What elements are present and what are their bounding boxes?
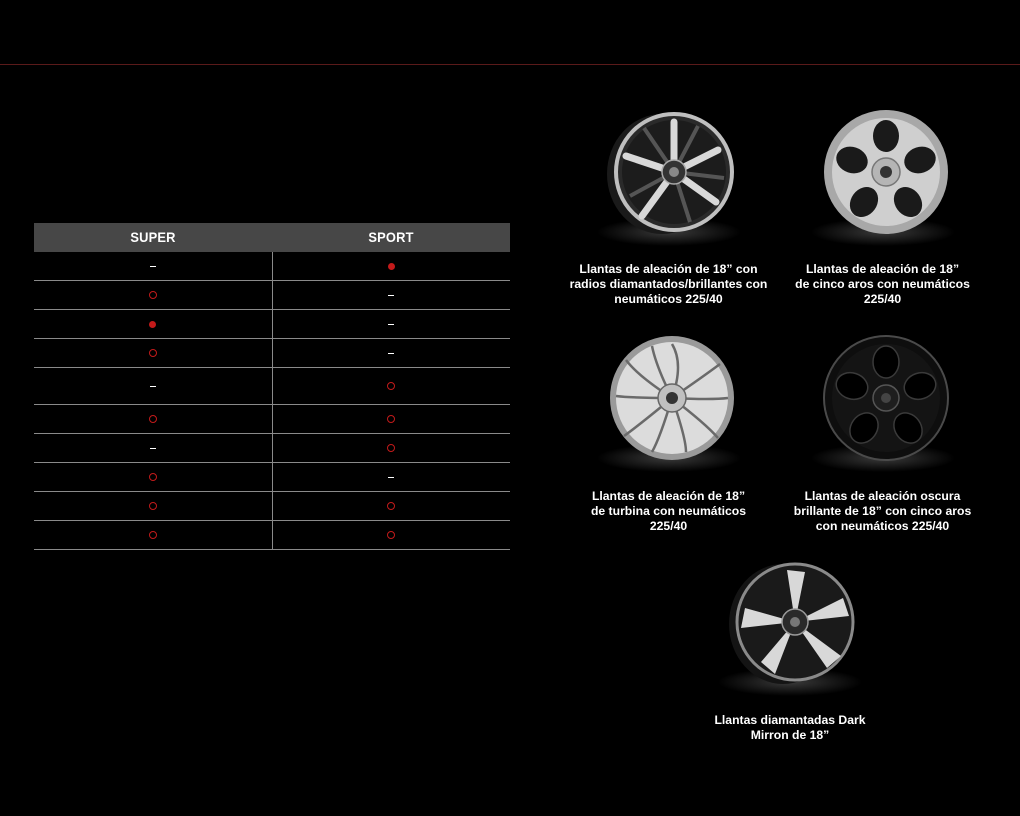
optional-open-dot-icon xyxy=(387,382,395,390)
top-divider xyxy=(0,64,1020,65)
table-cell-sport xyxy=(273,434,511,462)
table-row xyxy=(34,339,510,368)
table-cell-sport xyxy=(273,521,511,549)
not-available-dash-icon xyxy=(388,353,394,354)
not-available-dash-icon xyxy=(388,324,394,325)
table-cell-super xyxy=(34,252,273,280)
table-cell-super xyxy=(34,339,273,367)
standard-filled-dot-icon xyxy=(149,321,156,328)
not-available-dash-icon xyxy=(150,266,156,267)
wheel-card-1 xyxy=(566,104,771,307)
standard-filled-dot-icon xyxy=(388,263,395,270)
optional-open-dot-icon xyxy=(149,349,157,357)
table-cell-super xyxy=(34,463,273,491)
table-cell-sport xyxy=(273,463,511,491)
trim-comparison-table xyxy=(34,223,510,550)
wheel-card-4 xyxy=(780,334,985,534)
table-row xyxy=(34,368,510,405)
table-cell-sport xyxy=(273,310,511,338)
column-header-sport: SPORT xyxy=(368,229,414,245)
table-row xyxy=(34,405,510,434)
optional-open-dot-icon xyxy=(149,415,157,423)
wheel-card-5 xyxy=(690,558,890,743)
table-cell-sport xyxy=(273,339,511,367)
optional-open-dot-icon xyxy=(149,291,157,299)
table-row xyxy=(34,521,510,550)
table-cell-super xyxy=(34,434,273,462)
table-row xyxy=(34,310,510,339)
wheel-caption-5: Llantas diamantadas Dark Mirron de 18” xyxy=(714,713,866,742)
table-cell-sport xyxy=(273,281,511,309)
table-cell-super xyxy=(34,310,273,338)
table-header xyxy=(34,223,510,252)
optional-open-dot-icon xyxy=(387,531,395,539)
table-cell-sport xyxy=(273,368,511,404)
table-row xyxy=(34,252,510,281)
optional-open-dot-icon xyxy=(387,415,395,423)
table-cell-sport xyxy=(273,252,511,280)
not-available-dash-icon xyxy=(150,448,156,449)
optional-open-dot-icon xyxy=(149,531,157,539)
wheel-image-silver-five-ring xyxy=(808,104,958,254)
not-available-dash-icon xyxy=(388,295,394,296)
table-row xyxy=(34,434,510,463)
table-body xyxy=(34,252,510,550)
wheel-image-silver-turbine xyxy=(594,334,744,479)
optional-open-dot-icon xyxy=(387,444,395,452)
not-available-dash-icon xyxy=(150,386,156,387)
optional-open-dot-icon xyxy=(149,473,157,481)
wheel-image-black-five-ring xyxy=(808,334,958,479)
table-cell-super xyxy=(34,492,273,520)
not-available-dash-icon xyxy=(388,477,394,478)
wheel-caption-3: Llantas de aleación de 18” de turbina con neumáticos 225/40 xyxy=(590,489,747,533)
optional-open-dot-icon xyxy=(149,502,157,510)
wheel-caption-1: Llantas de aleación de 18” con radios diamantados/brillantes con neumáticos 225/40 xyxy=(569,262,768,306)
wheel-caption-2: Llantas de aleación de 18” de cinco aros con neumáticos 225/40 xyxy=(795,262,970,306)
table-cell-super xyxy=(34,521,273,549)
optional-open-dot-icon xyxy=(387,502,395,510)
table-cell-super xyxy=(34,405,273,433)
wheel-caption-4: Llantas de aleación oscura brillante de 18” con cinco aros con neumáticos 225/40 xyxy=(793,489,972,533)
table-row xyxy=(34,492,510,521)
wheel-image-dark-mirron xyxy=(715,558,865,703)
table-row xyxy=(34,281,510,310)
table-cell-super xyxy=(34,281,273,309)
wheel-card-3 xyxy=(566,334,771,534)
table-cell-super xyxy=(34,368,273,404)
column-header-super: SUPER xyxy=(130,229,176,245)
table-cell-sport xyxy=(273,405,511,433)
table-cell-sport xyxy=(273,492,511,520)
table-row xyxy=(34,463,510,492)
wheel-image-dark-diamond xyxy=(594,104,744,254)
wheel-card-2 xyxy=(780,104,985,307)
